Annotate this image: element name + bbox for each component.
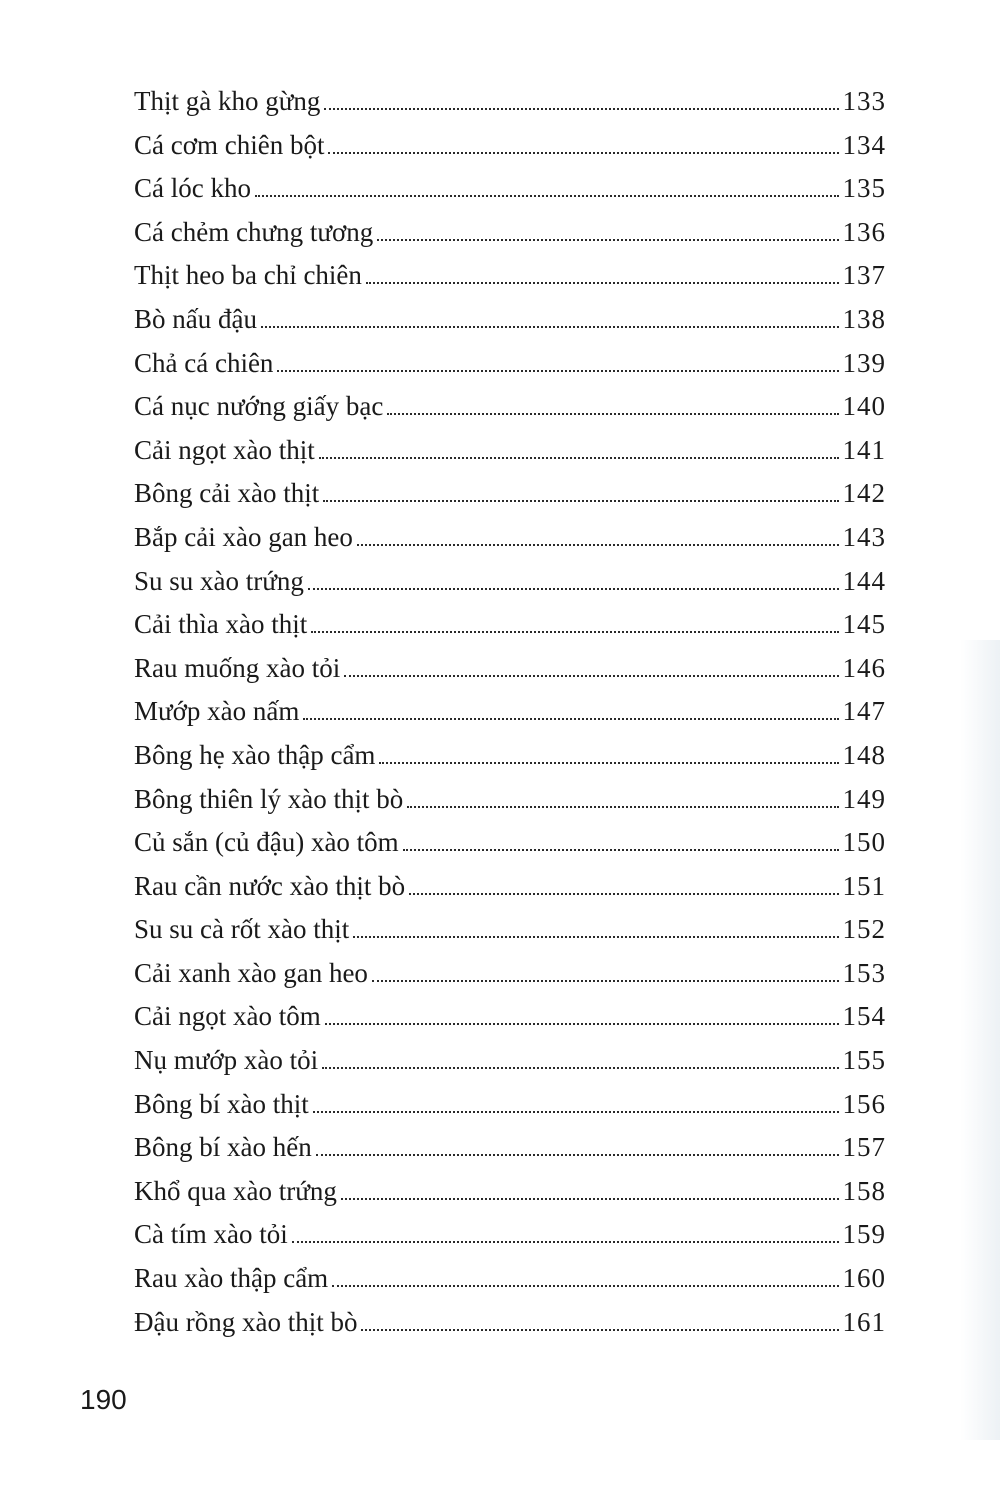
- dot-leader: [308, 587, 839, 590]
- toc-entry-title: Su su cà rốt xào thịt: [134, 914, 350, 945]
- dot-leader: [353, 935, 838, 938]
- toc-entry-title: Cá lóc kho: [134, 173, 251, 204]
- toc-entry-page: 138: [842, 303, 886, 334]
- toc-entry-page: 141: [842, 434, 886, 465]
- toc-entry-page: 146: [842, 652, 886, 683]
- toc-entry-page: 139: [842, 347, 886, 378]
- toc-entry-title: Chả cá chiên: [134, 347, 274, 378]
- toc-entry-page: 149: [842, 783, 886, 814]
- toc-entry-page: 137: [842, 260, 886, 291]
- toc-entry-title: Mướp xào nấm: [134, 696, 300, 727]
- toc-entry: [134, 472, 886, 516]
- dot-leader: [407, 805, 838, 808]
- toc-entry-page: 133: [842, 86, 886, 116]
- toc-entry-title: Củ sắn (củ đậu) xào tôm: [134, 827, 399, 858]
- toc-entry: [134, 516, 886, 560]
- toc-entry: [134, 952, 886, 996]
- dot-leader: [344, 674, 838, 677]
- toc-entry-title: Cải ngọt xào tôm: [134, 1001, 321, 1032]
- toc-entry-title: Cá nục nướng giấy bạc: [134, 391, 384, 422]
- dot-leader: [377, 238, 838, 241]
- toc-entry-title: Cải thìa xào thịt: [134, 609, 308, 640]
- dot-leader: [387, 412, 838, 415]
- toc-entry: [134, 1083, 886, 1127]
- toc-entry: [134, 1257, 886, 1301]
- toc-entry-title: Cải xanh xào gan heo: [134, 957, 368, 988]
- toc-entry-title: Bắp cải xào gan heo: [134, 521, 353, 552]
- toc-entry: [134, 647, 886, 691]
- toc-entry-title: Đậu rồng xào thịt bò: [134, 1306, 358, 1337]
- toc-entry-title: Bò nấu đậu: [134, 303, 257, 334]
- toc-entry: [134, 298, 886, 342]
- toc-entry: [134, 254, 886, 298]
- toc-entry-page: 142: [842, 478, 886, 509]
- toc-entry-title: Cà tím xào tỏi: [134, 1219, 288, 1250]
- toc-entry: [134, 167, 886, 211]
- toc-entry-page: 140: [842, 391, 886, 422]
- dot-leader: [409, 892, 838, 895]
- toc-entry-page: 161: [842, 1306, 886, 1337]
- toc-entry: [134, 1213, 886, 1257]
- toc-entry: [134, 1170, 886, 1214]
- toc-entry-title: Khổ qua xào trứng: [134, 1175, 337, 1206]
- dot-leader: [313, 1110, 839, 1113]
- dot-leader: [357, 543, 839, 546]
- page-number: 190: [80, 1384, 127, 1415]
- toc-entry-page: 134: [842, 129, 886, 160]
- toc-entry: [134, 1039, 886, 1083]
- toc-entry-title: Bông cải xào thịt: [134, 478, 320, 509]
- toc-entry-page: 152: [842, 914, 886, 945]
- toc-entry: [134, 603, 886, 647]
- toc-entry: [134, 734, 886, 778]
- dot-leader: [361, 1328, 838, 1331]
- toc-entry: [134, 690, 886, 734]
- toc-entry-title: Bông bí xào hến: [134, 1132, 312, 1163]
- dot-leader: [322, 1066, 838, 1069]
- toc-entry-title: Rau muống xào tỏi: [134, 652, 341, 683]
- toc-entry-title: Thịt heo ba chỉ chiên: [134, 260, 362, 291]
- dot-leader: [325, 1022, 839, 1025]
- toc-entry: [134, 995, 886, 1039]
- table-of-contents: [134, 80, 886, 1344]
- toc-entry-page: 144: [842, 565, 886, 596]
- toc-entry-page: 136: [842, 216, 886, 247]
- toc-entry-page: 160: [842, 1263, 886, 1294]
- toc-entry-title: Su su xào trứng: [134, 565, 304, 596]
- dot-leader: [379, 761, 838, 764]
- page-edge-shadow: [960, 640, 1000, 1440]
- toc-entry-title: Cá chẻm chưng tương: [134, 216, 374, 247]
- toc-entry-page: 135: [842, 173, 886, 204]
- toc-entry: [134, 211, 886, 255]
- toc-entry-page: 147: [842, 696, 886, 727]
- dot-leader: [372, 979, 839, 982]
- toc-entry-page: 145: [842, 609, 886, 640]
- toc-entry: [134, 124, 886, 168]
- toc-entry: [134, 908, 886, 952]
- toc-entry: [134, 385, 886, 429]
- toc-entry-title: Cá cơm chiên bột: [134, 129, 325, 160]
- toc-entry-title: Bông thiên lý xào thịt bò: [134, 783, 404, 814]
- toc-entry-page: 156: [842, 1088, 886, 1119]
- toc-entry-page: 159: [842, 1219, 886, 1250]
- toc-entry: [134, 778, 886, 822]
- toc-entry-title: Bông hẹ xào thập cẩm: [134, 739, 376, 770]
- dot-leader: [303, 717, 838, 720]
- dot-leader: [292, 1240, 839, 1243]
- toc-entry: [134, 560, 886, 604]
- dot-leader: [332, 1284, 838, 1287]
- dot-leader: [366, 281, 839, 284]
- toc-entry-title: Rau xào thập cẩm: [134, 1263, 329, 1294]
- dot-leader: [255, 194, 839, 197]
- toc-entry: [134, 1126, 886, 1170]
- toc-entry-page: 150: [842, 827, 886, 858]
- dot-leader: [341, 1197, 839, 1200]
- toc-entry-page: 151: [842, 870, 886, 901]
- toc-entry-title: Nụ mướp xào tỏi: [134, 1045, 319, 1076]
- dot-leader: [277, 369, 838, 372]
- toc-entry: [134, 1301, 886, 1345]
- toc-entry-page: 154: [842, 1001, 886, 1032]
- toc-entry-title: Cải ngọt xào thịt: [134, 434, 315, 465]
- toc-entry-page: 153: [842, 957, 886, 988]
- toc-entry-page: 157: [842, 1132, 886, 1163]
- dot-leader: [311, 630, 838, 633]
- toc-entry-title: Bông bí xào thịt: [134, 1088, 309, 1119]
- toc-entry-page: 143: [842, 521, 886, 552]
- toc-entry-page: 158: [842, 1175, 886, 1206]
- dot-leader: [319, 456, 839, 459]
- toc-entry: [134, 80, 886, 124]
- toc-entry: [134, 821, 886, 865]
- dot-leader: [316, 1153, 839, 1156]
- toc-entry-page: 148: [842, 739, 886, 770]
- toc-entry: [134, 342, 886, 386]
- dot-leader: [328, 151, 838, 154]
- toc-entry: [134, 865, 886, 909]
- toc-entry-title: Rau cần nước xào thịt bò: [134, 870, 406, 901]
- toc-entry-page: 155: [842, 1045, 886, 1076]
- dot-leader: [261, 325, 839, 328]
- toc-entry: [134, 429, 886, 473]
- toc-entry-title: Thịt gà kho gừng: [134, 86, 321, 116]
- dot-leader: [403, 848, 839, 851]
- dot-leader: [324, 107, 838, 110]
- dot-leader: [323, 499, 838, 502]
